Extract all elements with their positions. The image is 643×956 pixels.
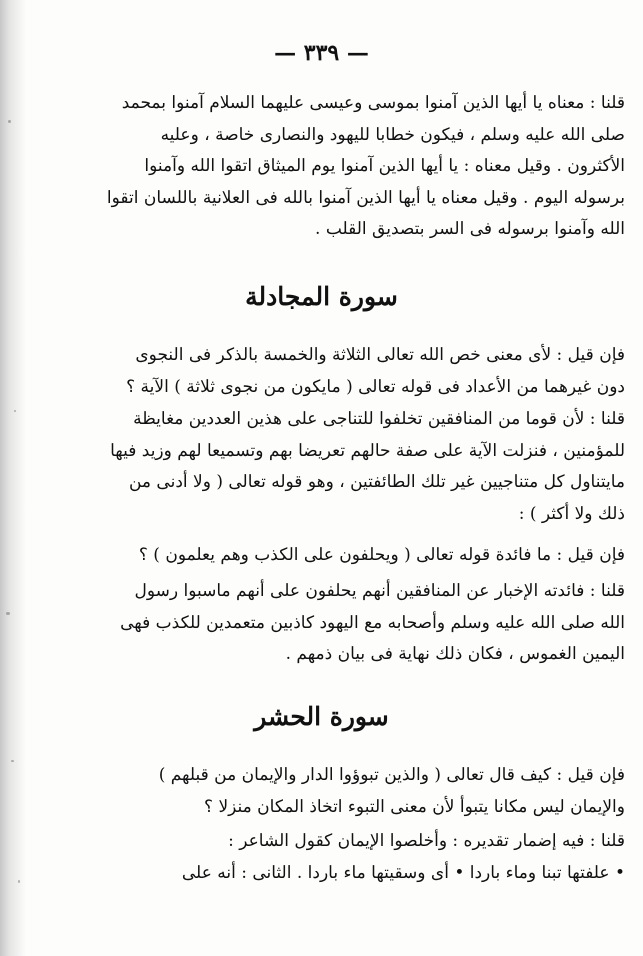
mujadala-answer-1 bbox=[40, 404, 625, 530]
text-line: برسوله اليوم . وقيل معناه يا أيها الذين آمنوا بالله فى العلانية باللسان اتقوا bbox=[106, 187, 625, 208]
hashr-answer-1 bbox=[40, 826, 625, 889]
text-line: قلنا : فائدته الإخبار عن المنافقين أنهم يحلفون على أنهم ماسبوا رسول bbox=[134, 581, 625, 601]
text-line: الله صلى الله عليه وسلم وأصحابه مع اليهود كاذبين متعمدين للكذب فهى bbox=[120, 612, 625, 633]
text-line: والإيمان ليس مكانا يتبوأ لأن معنى التبوء اتخاذ المكان منزلا ؟ bbox=[204, 796, 625, 817]
text-line: فإن قيل : ما فائدة قوله تعالى ( ويحلفون على الكذب وهم يعلمون ) ؟ bbox=[138, 545, 625, 565]
text-line: فإن قيل : كيف قال تعالى ( والذين تبوؤوا الدار والإيمان من قبلهم ) bbox=[158, 765, 625, 785]
text-line: قلنا : لأن قوما من المنافقين تخلفوا للتناجى على هذين العددين مغايظة bbox=[133, 409, 625, 429]
page-number: — ٣٣٩ — bbox=[274, 40, 369, 66]
mujadala-question-2 bbox=[40, 540, 625, 572]
text-line: دون غيرهما من الأعداد فى قوله تعالى ( مايكون من نجوى ثلاثة ) الآية ؟ bbox=[126, 376, 625, 397]
text-line: الأكثرون . وقيل معناه : يا أيها الذين آمنوا يوم الميثاق اتقوا الله وآمنوا bbox=[144, 156, 625, 176]
hashr-question-1 bbox=[40, 760, 625, 823]
text-line: للمؤمنين ، فنزلت الآية على صفة حالهم تعريضا بهم وتسميعا لهم وزيد فيها bbox=[110, 440, 625, 461]
text-line: صلى الله عليه وسلم ، فيكون خطابا لليهود والنصارى خاصة ، وعليه bbox=[160, 124, 625, 145]
text-line: مايتناول كل متناجيين غير تلك الطائفتين ، وهو قوله تعالى ( ولا أدنى من bbox=[128, 472, 625, 492]
scan-speckle bbox=[8, 120, 11, 123]
mujadala-question-1 bbox=[40, 340, 625, 403]
text-line: الله وآمنوا برسوله فى السر بتصديق القلب . bbox=[315, 219, 625, 239]
scan-speckle bbox=[6, 612, 10, 615]
text-line: قلنا : فيه إضمار تقديره : وأخلصوا الإيمان كقول الشاعر : bbox=[228, 831, 625, 851]
surah-heading-mujadala: سورة المجادلة bbox=[245, 282, 398, 311]
mujadala-answer-2 bbox=[40, 576, 625, 671]
paragraph-top bbox=[40, 88, 625, 246]
text-line: فإن قيل : لأى معنى خص الله تعالى الثلاثة والخمسة بالذكر فى النجوى bbox=[135, 345, 625, 365]
text-line: قلنا : معناه يا أيها الذين آمنوا بموسى وعيسى عليهما السلام آمنوا بمحمد bbox=[121, 93, 625, 113]
scan-speckle bbox=[14, 410, 16, 412]
scan-speckle bbox=[18, 880, 20, 883]
text-line: • علفتها تبنا وماء باردا • أى وسقيتها ماء باردا . الثانى : أنه على bbox=[181, 862, 625, 883]
text-line: اليمين الغموس ، فكان ذلك نهاية فى بيان ذمهم . bbox=[285, 644, 625, 664]
text-line: ذلك ولا أكثر ) : bbox=[518, 503, 625, 524]
surah-heading-hashr: سورة الحشر bbox=[254, 702, 389, 731]
scan-edge-shadow bbox=[0, 0, 26, 956]
scan-speckle bbox=[11, 760, 14, 762]
